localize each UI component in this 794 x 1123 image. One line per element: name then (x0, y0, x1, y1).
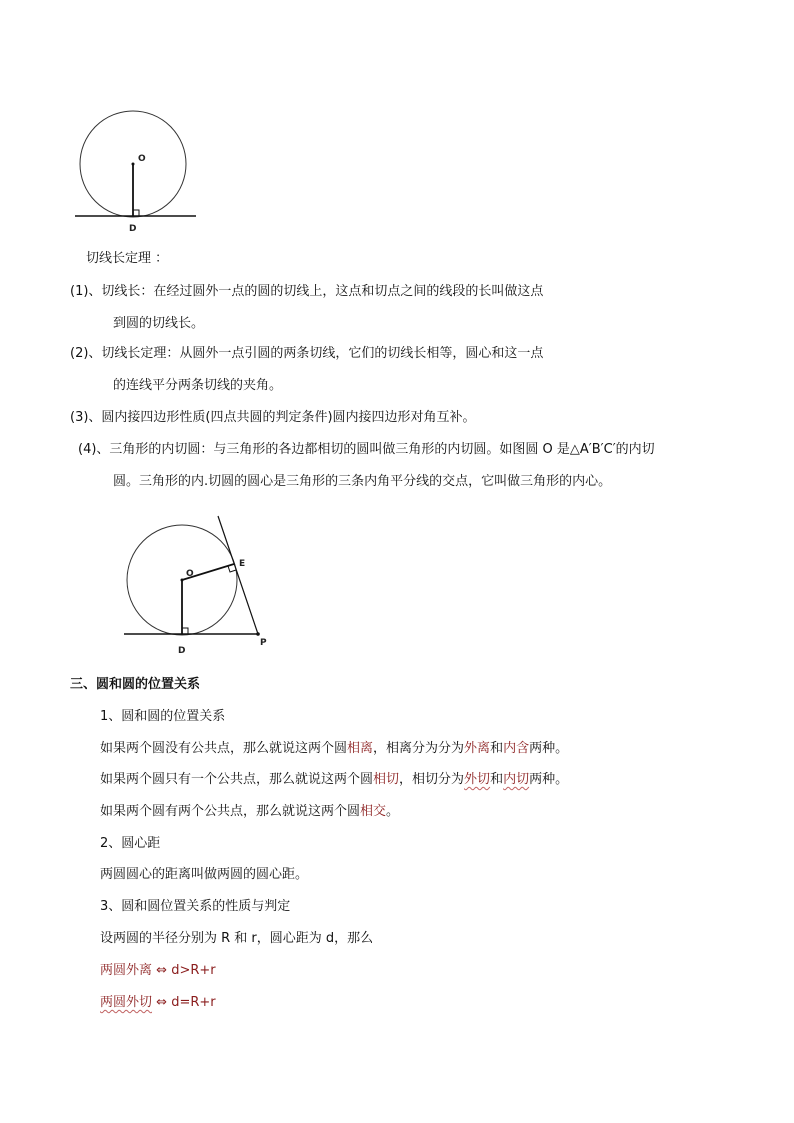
formula-rhs: d=R+r (171, 995, 216, 1010)
formula-lhs: 两圆外离 (100, 963, 153, 978)
center-point-o (181, 579, 184, 582)
subsection1-title: 1、圆和圆的位置关系 (100, 709, 226, 724)
label-o: O (138, 154, 146, 164)
p2-text: 和 (490, 772, 504, 787)
item2-line1: (2)、切线长定理：从圆外一点引圆的两条切线，它们的切线长相等，圆心和这一点 (70, 346, 544, 361)
item4-line2: 圆。三角形的内.切圆的圆心是三角形的三条内角平分线的交点，它叫做三角形的内心。 (113, 474, 612, 489)
formula-lhs: 两圆外切 (100, 995, 153, 1010)
p1-text: ，相离分为分为 (373, 741, 465, 756)
point-p (256, 632, 260, 636)
center-point-o (132, 163, 135, 166)
subsection3-title: 3、圆和圆位置关系的性质与判定 (100, 899, 291, 914)
section3-title: 三、圆和圆的位置关系 (70, 677, 201, 692)
term-tangent: 相切 (373, 772, 400, 787)
label-d: D (178, 646, 186, 656)
iff-arrow: ⇔ (156, 995, 168, 1010)
p2-text: 如果两个圆只有一个公共点，那么就说这两个圆 (100, 772, 374, 787)
p3-text: 如果两个圆有两个公共点，那么就说这两个圆 (100, 804, 361, 819)
tangent-length-heading: 切线长定理 ： (86, 251, 169, 266)
item2-line2: 的连线平分两条切线的夹角。 (113, 378, 283, 393)
label-d: D (129, 224, 137, 234)
formula-rhs: d>R+r (171, 963, 216, 978)
term-external-tangent: 外切 (464, 772, 491, 787)
label-o: O (186, 569, 194, 579)
p3-text: 。 (386, 804, 400, 819)
paragraph-tangent (100, 771, 568, 789)
tangent-figure (70, 108, 210, 238)
paragraph-center-distance: 两圆圆心的距离叫做两圆的圆心距。 (100, 867, 309, 882)
p1-text: 和 (490, 741, 504, 756)
label-e: E (239, 559, 246, 569)
term-internal-tangent: 内切 (503, 772, 530, 787)
term-intersect: 相交 (360, 804, 387, 819)
subsection2-title: 2、圆心距 (100, 836, 161, 851)
two-tangents-figure (118, 512, 278, 660)
paragraph-separate (100, 740, 568, 758)
item1-line1: (1)、切线长：在经过圆外一点的圆的切线上，这点和切点之间的线段的长叫做这点 (70, 284, 544, 299)
paragraph-intersect (100, 803, 399, 821)
p2-text: ，相切分为 (399, 772, 465, 787)
term-external-separate: 外离 (464, 741, 491, 756)
iff-arrow: ⇔ (156, 963, 168, 978)
term-contained: 内含 (503, 741, 530, 756)
paragraph-radii: 设两圆的半径分别为 R 和 r，圆心距为 d，那么 (100, 931, 374, 946)
p1-text: 两种。 (529, 741, 569, 756)
item1-line2: 到圆的切线长。 (113, 316, 205, 331)
item3-line: (3)、圆内接四边形性质(四点共圆的判定条件)圆内接四边形对角互补。 (70, 410, 476, 425)
formula-external-tangent (100, 994, 216, 1012)
tangent-line-ep (218, 516, 258, 634)
term-separate: 相离 (347, 741, 374, 756)
item4-line1: (4)、三角形的内切圆：与三角形的各边都相切的圆叫做三角形的内切圆。如图圆 O 是△A′B′C′的内切 (78, 442, 655, 457)
p2-text: 两种。 (529, 772, 569, 787)
label-p: P (260, 638, 267, 648)
p1-text: 如果两个圆没有公共点，那么就说这两个圆 (100, 741, 348, 756)
formula-external-separate (100, 962, 216, 980)
